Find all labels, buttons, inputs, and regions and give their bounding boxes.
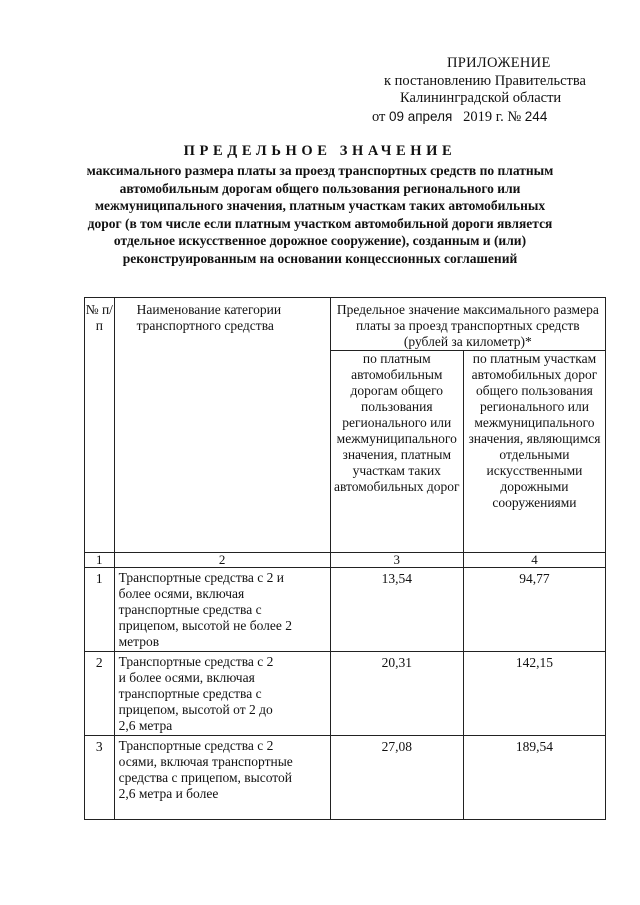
- appendix-decree: к постановлению Правительства: [384, 72, 586, 89]
- index-cell: 4: [463, 553, 605, 568]
- appendix-region: Калининградской области: [400, 90, 562, 106]
- document-subtitle: максимального размера платы за проезд транспортных средств по платным автомобильным дорогам общего пользования регионального или межмуниципального значения, платным участкам таких автомобильных дорог (в том числе если платным участком автомобильной дороги является отдельное искусственное дорожное сооружение), созданным и (или) реконструированным на основании концессионных соглашений: [86, 163, 554, 266]
- appendix-decree-number: 244: [524, 108, 548, 124]
- row-num: 2: [85, 652, 115, 736]
- row-value-structures: 94,77: [463, 568, 605, 652]
- row-name: Транспортные средства с 2 осями, включая транспортные средства с прицепом, высотой 2,6 метра и более: [114, 736, 330, 820]
- appendix-date-day: 09: [389, 108, 405, 124]
- row-value-structures: 189,54: [463, 736, 605, 820]
- index-cell: 1: [85, 553, 115, 568]
- row-value-roads: 27,08: [330, 736, 463, 820]
- appendix-date-year: 2019 г. №: [463, 108, 522, 125]
- appendix-date-prefix: от: [372, 108, 386, 125]
- row-num: 3: [85, 736, 115, 820]
- row-name: Транспортные средства с 2 и более осями, включая транспортные средства с прицепом, высотой не более 2 метров: [114, 568, 330, 652]
- index-cell: 3: [330, 553, 463, 568]
- header-sub1: по платным автомобильным дорогам общего пользования регионального или межмуниципального значения, платным участкам таких автомобильных дорог: [330, 351, 463, 553]
- row-value-structures: 142,15: [463, 652, 605, 736]
- index-cell: 2: [114, 553, 330, 568]
- appendix-date-month: апреля: [407, 108, 453, 124]
- tariff-table: [84, 297, 606, 820]
- header-row: [85, 298, 606, 351]
- row-value-roads: 20,31: [330, 652, 463, 736]
- appendix-block: [372, 55, 612, 126]
- index-row: [85, 553, 606, 568]
- row-value-roads: 13,54: [330, 568, 463, 652]
- document-title: ПРЕДЕЛЬНОЕ ЗНАЧЕНИЕ: [183, 143, 457, 159]
- appendix-title: ПРИЛОЖЕНИЕ: [447, 55, 551, 71]
- table-row: [85, 568, 606, 652]
- table-row: [85, 652, 606, 736]
- header-name: Наименование категории транспортного средства: [114, 298, 330, 553]
- table-row: [85, 736, 606, 820]
- row-name: Транспортные средства с 2 и более осями, включая транспортные средства с прицепом, высотой от 2 до 2,6 метра: [114, 652, 330, 736]
- header-sub2: по платным участкам автомобильных дорог общего пользования регионального или межмуниципального значения, являющимся отдельными искусственными дорожными сооружениями: [463, 351, 605, 553]
- appendix-date-line: [372, 108, 612, 127]
- row-num: 1: [85, 568, 115, 652]
- header-limit: Предельное значение максимального размера платы за проезд транспортных средств (рублей за километр)*: [330, 298, 605, 351]
- header-num: № п/п: [85, 298, 115, 553]
